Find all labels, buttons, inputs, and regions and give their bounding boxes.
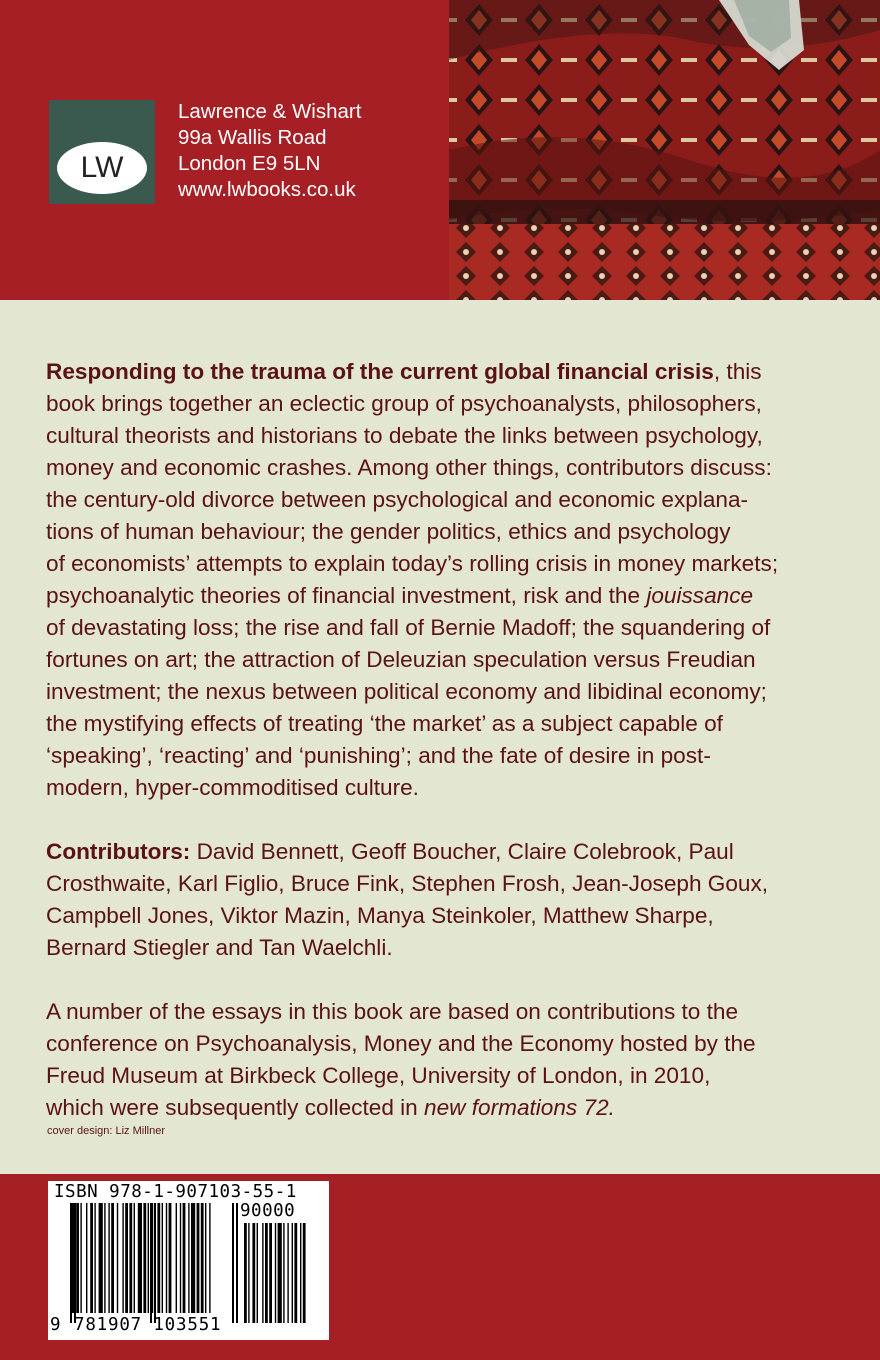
cover-design-credit: cover design: Liz Millner	[47, 1125, 165, 1137]
publisher-address-line1: 99a Wallis Road	[178, 126, 327, 149]
barcode-bar	[191, 1203, 195, 1313]
barcode-bar	[201, 1203, 204, 1313]
barcode-bar	[157, 1203, 160, 1313]
addon-bar	[252, 1223, 255, 1323]
addon-bar	[275, 1223, 276, 1323]
cover-photo-rug	[449, 0, 880, 300]
barcode-bar	[162, 1203, 163, 1313]
blurb-text	[46, 356, 836, 1124]
barcode-guard-bar	[70, 1203, 72, 1323]
addon-bar	[292, 1223, 293, 1323]
addon-bar	[244, 1223, 247, 1323]
barcode-bar	[209, 1203, 210, 1313]
addon-bar	[303, 1223, 306, 1323]
barcode-bar	[143, 1203, 146, 1313]
barcode-bar	[166, 1203, 167, 1313]
barcode-guard-bar	[150, 1203, 152, 1323]
addon-bar	[262, 1223, 263, 1323]
price-code: 90000	[240, 1201, 296, 1221]
addon-bar	[269, 1223, 272, 1323]
barcode-bar	[94, 1203, 95, 1313]
conference-note-paragraph: A number of the essays in this book are based on contributions to the conference on Psychoanalysis, Money and the Economy hosted by the Freud Museum at Birkbeck College, University of London, in 2010, which were subsequently collected in new formations 72.	[46, 999, 756, 1120]
barcode-bar	[180, 1203, 181, 1313]
barcode-guard-bar	[154, 1203, 156, 1323]
barcode-bar	[111, 1203, 114, 1313]
addon-bar	[257, 1223, 258, 1323]
barcode-bar	[138, 1203, 142, 1313]
barcode-bar	[188, 1203, 189, 1313]
barcode-bar	[86, 1203, 87, 1313]
barcode-bar	[169, 1203, 172, 1313]
barcode-bar	[152, 1203, 153, 1313]
publisher-name: Lawrence & Wishart	[178, 100, 362, 123]
addon-bar	[265, 1223, 268, 1323]
isbn-number: ISBN 978-1-907103-55-1	[54, 1182, 297, 1202]
barcode-guard-bar	[74, 1203, 76, 1323]
barcode-bar	[205, 1203, 206, 1313]
logo-oval: LW	[57, 142, 147, 194]
publisher-address-line2: London E9 5LN	[178, 152, 321, 175]
barcode-bar	[134, 1203, 135, 1313]
addon-bar	[300, 1223, 301, 1323]
contributors-label: Contributors:	[46, 839, 191, 864]
barcode-bar	[176, 1203, 177, 1313]
barcode-bar	[80, 1203, 81, 1313]
barcode-guard-bar	[236, 1203, 238, 1323]
barcode-bar	[117, 1203, 118, 1313]
publisher-logo	[49, 100, 155, 204]
addon-bar	[248, 1223, 249, 1323]
barcode-bar	[125, 1203, 128, 1313]
barcode-bar	[108, 1203, 109, 1313]
barcode-bar	[129, 1203, 132, 1313]
addon-bar	[287, 1223, 288, 1323]
addon-bar	[294, 1223, 297, 1323]
publisher-website[interactable]: www.lwbooks.co.uk	[178, 178, 356, 201]
barcode-bar	[197, 1203, 200, 1313]
contributors-paragraph: Contributors: David Bennett, Geoff Boucher, Claire Colebrook, Paul Crosthwaite, Karl Figlio, Bruce Fink, Stephen Frosh, Jean-Joseph Goux, Campbell Jones, Viktor Mazin, Manya Steinkoler, Matthew Sharpe, Bernard Stiegler and Tan Waelchli.	[46, 839, 769, 960]
blurb-lead: Responding to the trauma of the current global financial crisis	[46, 359, 714, 384]
barcode-guard-bar	[232, 1203, 234, 1323]
addon-bar	[278, 1223, 282, 1323]
barcode-bar	[104, 1203, 105, 1313]
barcode-bar	[99, 1203, 103, 1313]
blurb-paragraph: Responding to the trauma of the current global financial crisis, this book brings together an eclectic group of psychoanalysts, philosophers, cultural theorists and historians to debate the links between psychology, money and economic crashes. Among other things, contributors discuss: the century-old divorce between psychological and economic explana- tions of human behaviour; the gender politics, ethics and psychology of economists’ attempts to explain today’s rolling crisis in money markets; psychoanalytic theories of financial investment, risk and the jouissance of devastating loss; the rise and fall of Bernie Madoff; the squandering of fortunes on art; the attraction of Deleuzian speculation versus Freudian investment; the nexus between political economy and libidinal economy; the mystifying effects of treating ‘the market’ as a subject capable of ‘speaking’, ‘reacting’ and ‘punishing’; and the fate of desire in post- modern, hyper-commoditised culture.	[46, 359, 779, 800]
barcode-bar	[148, 1203, 149, 1313]
isbn-barcode: ISBN 978-1-907103-55-1 90000 9 781907 103551	[48, 1181, 329, 1340]
barcode-bar	[90, 1203, 93, 1313]
publisher-address	[178, 99, 361, 203]
addon-bar	[283, 1223, 284, 1323]
barcode-bar	[122, 1203, 123, 1313]
barcode-bar	[76, 1203, 79, 1313]
barcode-bar	[183, 1203, 186, 1313]
